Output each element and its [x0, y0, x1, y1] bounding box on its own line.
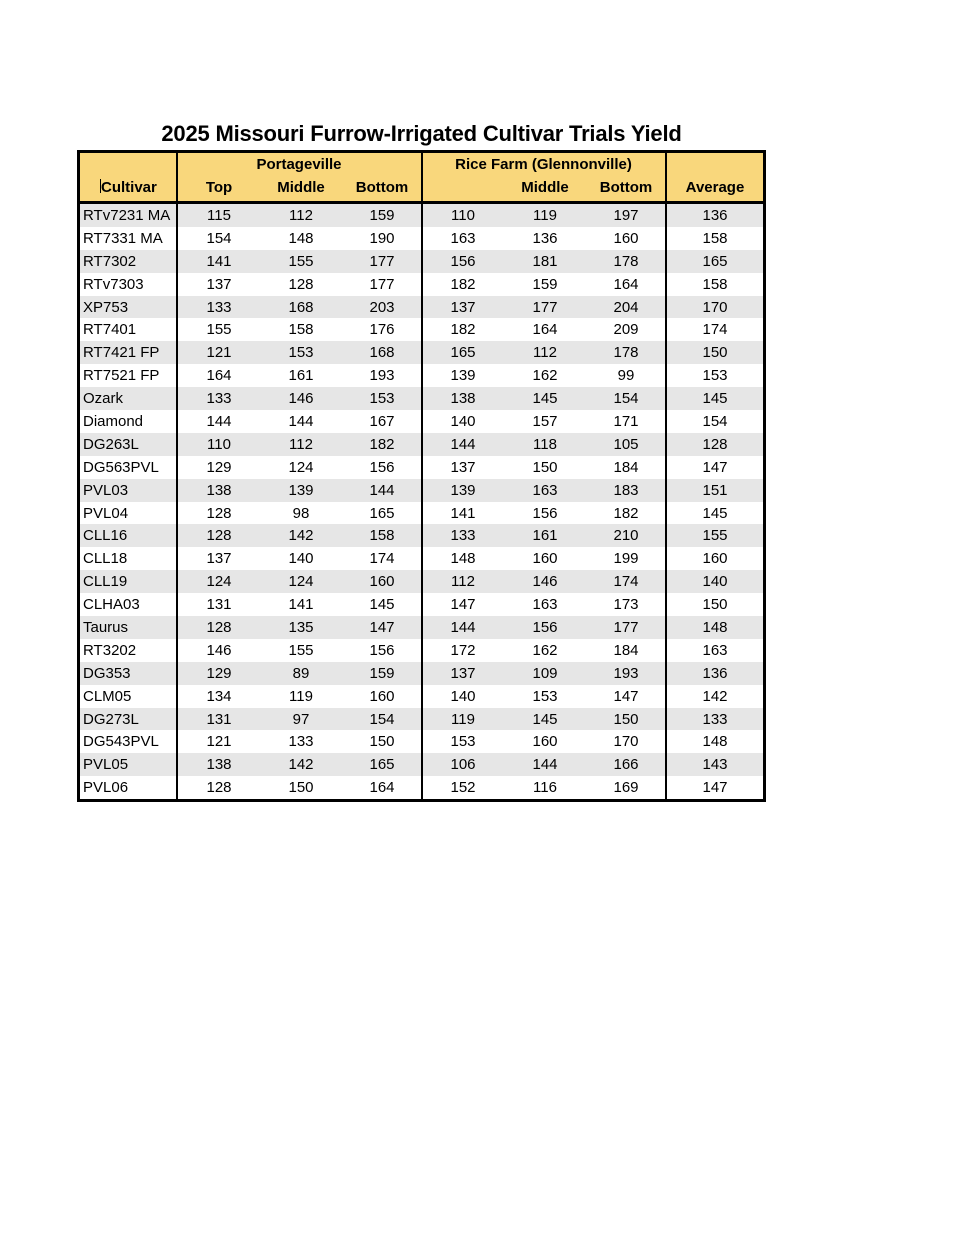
- cell-cultivar: PVL06: [83, 779, 129, 797]
- cell-rice-farm-middle: 161: [532, 527, 558, 545]
- cell-portageville-top: 110: [207, 435, 231, 453]
- cell-rice-farm-top: 112: [451, 573, 475, 591]
- cell-portageville-bottom: 147: [369, 619, 395, 637]
- cell-rice-farm-top: 119: [451, 710, 475, 728]
- cell-portageville-top: 164: [206, 367, 232, 385]
- cell-rice-farm-bottom: 210: [613, 527, 639, 545]
- cell-rice-farm-bottom: 170: [613, 733, 639, 751]
- cell-portageville-middle: 128: [288, 275, 314, 293]
- cell-cultivar: PVL04: [83, 504, 129, 522]
- cell-portageville-bottom: 154: [369, 710, 395, 728]
- cell-average: 128: [702, 435, 728, 453]
- cell-average: 163: [702, 641, 728, 659]
- cell-rice-farm-top: 153: [450, 733, 476, 751]
- cell-rice-farm-bottom: 99: [617, 367, 635, 385]
- cell-portageville-bottom: 167: [369, 413, 395, 431]
- cell-rice-farm-bottom: 177: [613, 619, 639, 637]
- cell-cultivar: Ozark: [83, 390, 124, 408]
- cell-cultivar: DG263L: [83, 435, 139, 453]
- cell-portageville-top: 133: [206, 298, 232, 316]
- cell-rice-farm-middle: 177: [532, 298, 558, 316]
- cell-portageville-bottom: 164: [369, 779, 395, 797]
- cell-rice-farm-middle: 181: [532, 252, 558, 270]
- cell-portageville-top: 131: [206, 710, 232, 728]
- cell-portageville-middle: 155: [288, 252, 314, 270]
- cell-portageville-top: 155: [206, 321, 232, 339]
- cell-portageville-top: 128: [206, 619, 232, 637]
- cell-rice-farm-middle: 156: [532, 504, 558, 522]
- cell-rice-farm-middle: 119: [533, 207, 557, 224]
- cell-portageville-top: 137: [206, 550, 232, 568]
- cell-portageville-bottom: 165: [369, 756, 395, 774]
- cell-cultivar: XP753: [83, 298, 129, 316]
- table-title: 2025 Missouri Furrow-Irrigated Cultivar Trials Yield: [161, 121, 682, 146]
- cell-cultivar: RT3202: [83, 641, 137, 659]
- cell-rice-farm-bottom: 154: [613, 390, 639, 408]
- column-header-average: Average: [685, 179, 745, 196]
- cell-rice-farm-top: 137: [450, 458, 476, 476]
- cell-portageville-middle: 153: [288, 344, 314, 362]
- cell-cultivar: DG273L: [83, 710, 139, 728]
- cell-rice-farm-top: 156: [450, 252, 476, 270]
- cell-rice-farm-top: 139: [450, 367, 476, 385]
- cell-cultivar: RT7421 FP: [83, 344, 160, 362]
- cell-portageville-bottom: 159: [369, 664, 395, 682]
- cell-rice-farm-bottom: 199: [613, 550, 639, 568]
- cell-portageville-bottom: 159: [369, 207, 395, 224]
- group-header-portageville: Portageville: [256, 156, 342, 173]
- cell-portageville-top: 133: [206, 390, 232, 408]
- cell-portageville-bottom: 174: [369, 550, 395, 568]
- cell-rice-farm-bottom: 150: [613, 710, 639, 728]
- cell-rice-farm-middle: 146: [532, 573, 558, 591]
- cell-portageville-middle: 133: [288, 733, 314, 751]
- cell-cultivar: RT7401: [83, 321, 137, 339]
- column-divider: [176, 153, 178, 201]
- cell-rice-farm-bottom: 105: [613, 435, 639, 453]
- cell-portageville-middle: 161: [288, 367, 314, 385]
- cell-average: 143: [702, 756, 728, 774]
- cell-cultivar: CLM05: [83, 687, 132, 705]
- cell-portageville-middle: 139: [288, 481, 314, 499]
- cell-portageville-top: 129: [206, 458, 232, 476]
- column-header-rice-farm-bottom: Bottom: [599, 179, 653, 196]
- cell-rice-farm-middle: 164: [532, 321, 558, 339]
- cell-rice-farm-top: 144: [450, 435, 476, 453]
- column-divider: [421, 204, 423, 799]
- cell-cultivar: DG353: [83, 664, 131, 682]
- cell-portageville-bottom: 203: [369, 298, 395, 316]
- cell-rice-farm-middle: 150: [532, 458, 558, 476]
- column-divider: [421, 153, 423, 201]
- cell-rice-farm-middle: 162: [532, 641, 558, 659]
- cell-rice-farm-top: 165: [450, 344, 476, 362]
- cell-portageville-bottom: 160: [369, 573, 395, 591]
- cell-rice-farm-top: 141: [450, 504, 476, 522]
- cell-average: 145: [702, 390, 728, 408]
- cell-rice-farm-bottom: 183: [613, 481, 639, 499]
- cell-average: 150: [702, 344, 728, 362]
- cell-rice-farm-top: 144: [450, 619, 476, 637]
- cell-rice-farm-top: 140: [450, 413, 476, 431]
- cell-portageville-top: 121: [206, 733, 232, 751]
- cell-portageville-middle: 146: [288, 390, 314, 408]
- cell-portageville-bottom: 156: [369, 641, 395, 659]
- cell-rice-farm-top: 137: [450, 298, 476, 316]
- cell-portageville-top: 115: [207, 207, 231, 224]
- cell-rice-farm-bottom: 204: [613, 298, 639, 316]
- cell-rice-farm-middle: 118: [533, 435, 557, 453]
- cell-rice-farm-middle: 160: [532, 550, 558, 568]
- cell-average: 148: [702, 733, 728, 751]
- cell-portageville-bottom: 182: [369, 435, 395, 453]
- cell-cultivar: RT7302: [83, 252, 137, 270]
- cell-portageville-bottom: 153: [369, 390, 395, 408]
- cell-portageville-top: 138: [206, 756, 232, 774]
- cell-portageville-middle: 89: [292, 664, 310, 682]
- cell-rice-farm-middle: 156: [532, 619, 558, 637]
- cell-portageville-middle: 142: [288, 756, 314, 774]
- cell-cultivar: PVL03: [83, 481, 129, 499]
- cell-rice-farm-top: 140: [450, 687, 476, 705]
- cell-portageville-middle: 158: [288, 321, 314, 339]
- cell-rice-farm-top: 106: [450, 756, 476, 774]
- cell-portageville-top: 121: [206, 344, 232, 362]
- cell-portageville-middle: 168: [288, 298, 314, 316]
- cell-average: 150: [702, 596, 728, 614]
- cell-cultivar: DG543PVL: [83, 733, 159, 751]
- cell-portageville-bottom: 193: [369, 367, 395, 385]
- cell-rice-farm-top: 137: [450, 664, 476, 682]
- cell-portageville-bottom: 156: [369, 458, 395, 476]
- cell-rice-farm-top: 148: [450, 550, 476, 568]
- cell-average: 136: [702, 664, 728, 682]
- cell-cultivar: CLHA03: [83, 596, 140, 614]
- cell-rice-farm-bottom: 169: [613, 779, 639, 797]
- cell-portageville-top: 128: [206, 779, 232, 797]
- cell-rice-farm-bottom: 173: [613, 596, 639, 614]
- cell-portageville-bottom: 177: [369, 252, 395, 270]
- cell-cultivar: CLL18: [83, 550, 128, 568]
- cell-average: 160: [702, 550, 728, 568]
- cell-portageville-middle: 150: [288, 779, 314, 797]
- cell-rice-farm-middle: 157: [532, 413, 558, 431]
- cell-rice-farm-middle: 112: [533, 344, 557, 362]
- cell-portageville-top: 129: [206, 664, 232, 682]
- cell-rice-farm-top: 152: [450, 779, 476, 797]
- cell-portageville-top: 124: [206, 573, 232, 591]
- cell-portageville-top: 137: [206, 275, 232, 293]
- cell-portageville-top: 144: [206, 413, 232, 431]
- cell-rice-farm-bottom: 160: [613, 229, 639, 247]
- cell-rice-farm-bottom: 182: [613, 504, 639, 522]
- cell-average: 155: [702, 527, 728, 545]
- cell-portageville-top: 128: [206, 527, 232, 545]
- cell-rice-farm-bottom: 178: [613, 252, 639, 270]
- cell-rice-farm-middle: 163: [532, 481, 558, 499]
- cell-cultivar: RT7331 MA: [83, 229, 163, 247]
- cell-rice-farm-bottom: 184: [613, 458, 639, 476]
- cell-average: 140: [702, 573, 728, 591]
- cell-cultivar: PVL05: [83, 756, 129, 774]
- cell-rice-farm-middle: 116: [533, 779, 557, 797]
- cell-rice-farm-top: 133: [450, 527, 476, 545]
- cell-rice-farm-middle: 153: [532, 687, 558, 705]
- cell-average: 142: [702, 687, 728, 705]
- cell-average: 174: [702, 321, 728, 339]
- cell-rice-farm-middle: 144: [532, 756, 558, 774]
- cell-rice-farm-middle: 159: [532, 275, 558, 293]
- cell-portageville-bottom: 160: [369, 687, 395, 705]
- cell-rice-farm-top: 182: [450, 275, 476, 293]
- cell-rice-farm-bottom: 164: [613, 275, 639, 293]
- cell-average: 158: [702, 275, 728, 293]
- cell-rice-farm-bottom: 174: [613, 573, 639, 591]
- cell-rice-farm-top: 182: [450, 321, 476, 339]
- column-header-rice-farm-middle: Middle: [521, 179, 569, 196]
- cell-rice-farm-bottom: 184: [613, 641, 639, 659]
- cell-rice-farm-bottom: 193: [613, 664, 639, 682]
- cell-rice-farm-bottom: 178: [613, 344, 639, 362]
- cell-portageville-top: 141: [206, 252, 232, 270]
- cell-portageville-middle: 124: [288, 573, 314, 591]
- cell-portageville-middle: 141: [288, 596, 314, 614]
- column-header-cultivar: Cultivar: [101, 179, 157, 196]
- table-header: [80, 153, 763, 204]
- cell-portageville-middle: 112: [289, 207, 313, 224]
- cell-rice-farm-bottom: 209: [613, 321, 639, 339]
- cell-average: 147: [702, 458, 728, 476]
- column-header-portageville-bottom: Bottom: [355, 179, 409, 196]
- cell-rice-farm-top: 172: [450, 641, 476, 659]
- cell-rice-farm-middle: 145: [532, 710, 558, 728]
- cell-portageville-middle: 98: [292, 504, 310, 522]
- cell-rice-farm-middle: 163: [532, 596, 558, 614]
- cell-average: 158: [702, 229, 728, 247]
- cell-average: 133: [702, 710, 728, 728]
- cell-portageville-top: 146: [206, 641, 232, 659]
- cell-average: 136: [702, 207, 728, 224]
- cell-cultivar: Diamond: [83, 413, 144, 431]
- cell-portageville-bottom: 150: [369, 733, 395, 751]
- cell-rice-farm-middle: 160: [532, 733, 558, 751]
- cell-cultivar: Taurus: [83, 619, 129, 637]
- cell-cultivar: CLL16: [83, 527, 128, 545]
- cell-portageville-bottom: 176: [369, 321, 395, 339]
- cell-portageville-bottom: 177: [369, 275, 395, 293]
- cell-portageville-bottom: 190: [369, 229, 395, 247]
- cell-portageville-middle: 119: [289, 687, 313, 705]
- cell-portageville-middle: 112: [289, 435, 313, 453]
- cell-portageville-middle: 97: [292, 710, 310, 728]
- cell-portageville-middle: 135: [288, 619, 314, 637]
- cell-rice-farm-bottom: 166: [613, 756, 639, 774]
- cell-average: 165: [702, 252, 728, 270]
- cell-portageville-middle: 155: [288, 641, 314, 659]
- cell-cultivar: DG563PVL: [83, 458, 159, 476]
- table-body: [80, 204, 763, 799]
- cell-portageville-middle: 124: [288, 458, 314, 476]
- cell-rice-farm-top: 147: [450, 596, 476, 614]
- cell-rice-farm-bottom: 171: [613, 413, 639, 431]
- cell-portageville-bottom: 168: [369, 344, 395, 362]
- cell-cultivar: CLL19: [83, 573, 128, 591]
- cell-portageville-middle: 148: [288, 229, 314, 247]
- cell-rice-farm-top: 138: [450, 390, 476, 408]
- column-divider: [665, 153, 667, 201]
- column-divider: [665, 204, 667, 799]
- cell-cultivar: RTv7303: [83, 275, 144, 293]
- cell-portageville-middle: 144: [288, 413, 314, 431]
- column-header-portageville-top: Top: [205, 179, 233, 196]
- column-divider: [176, 204, 178, 799]
- cell-portageville-middle: 140: [288, 550, 314, 568]
- cell-portageville-top: 131: [206, 596, 232, 614]
- cell-portageville-middle: 142: [288, 527, 314, 545]
- cell-portageville-bottom: 144: [369, 481, 395, 499]
- cell-average: 153: [702, 367, 728, 385]
- cell-cultivar: RTv7231 MA: [83, 207, 171, 224]
- cell-portageville-top: 154: [206, 229, 232, 247]
- cell-average: 170: [702, 298, 728, 316]
- cell-portageville-bottom: 145: [369, 596, 395, 614]
- cell-rice-farm-top: 163: [450, 229, 476, 247]
- yield-table: [77, 150, 766, 802]
- cell-rice-farm-middle: 136: [532, 229, 558, 247]
- cell-average: 145: [702, 504, 728, 522]
- cell-rice-farm-top: 139: [450, 481, 476, 499]
- cell-average: 148: [702, 619, 728, 637]
- cell-portageville-top: 138: [206, 481, 232, 499]
- cell-portageville-top: 128: [206, 504, 232, 522]
- cell-rice-farm-bottom: 147: [613, 687, 639, 705]
- cell-average: 154: [702, 413, 728, 431]
- cell-portageville-top: 134: [206, 687, 232, 705]
- cell-rice-farm-middle: 109: [532, 664, 558, 682]
- group-header-rice-farm: Rice Farm (Glennonville): [455, 156, 632, 173]
- cell-rice-farm-middle: 162: [532, 367, 558, 385]
- cell-portageville-bottom: 158: [369, 527, 395, 545]
- cell-average: 147: [702, 779, 728, 797]
- cell-average: 151: [702, 481, 728, 499]
- column-header-portageville-middle: Middle: [277, 179, 325, 196]
- cell-rice-farm-top: 110: [451, 207, 475, 224]
- cell-portageville-bottom: 165: [369, 504, 395, 522]
- cell-cultivar: RT7521 FP: [83, 367, 160, 385]
- cell-rice-farm-bottom: 197: [613, 207, 639, 224]
- cell-rice-farm-middle: 145: [532, 390, 558, 408]
